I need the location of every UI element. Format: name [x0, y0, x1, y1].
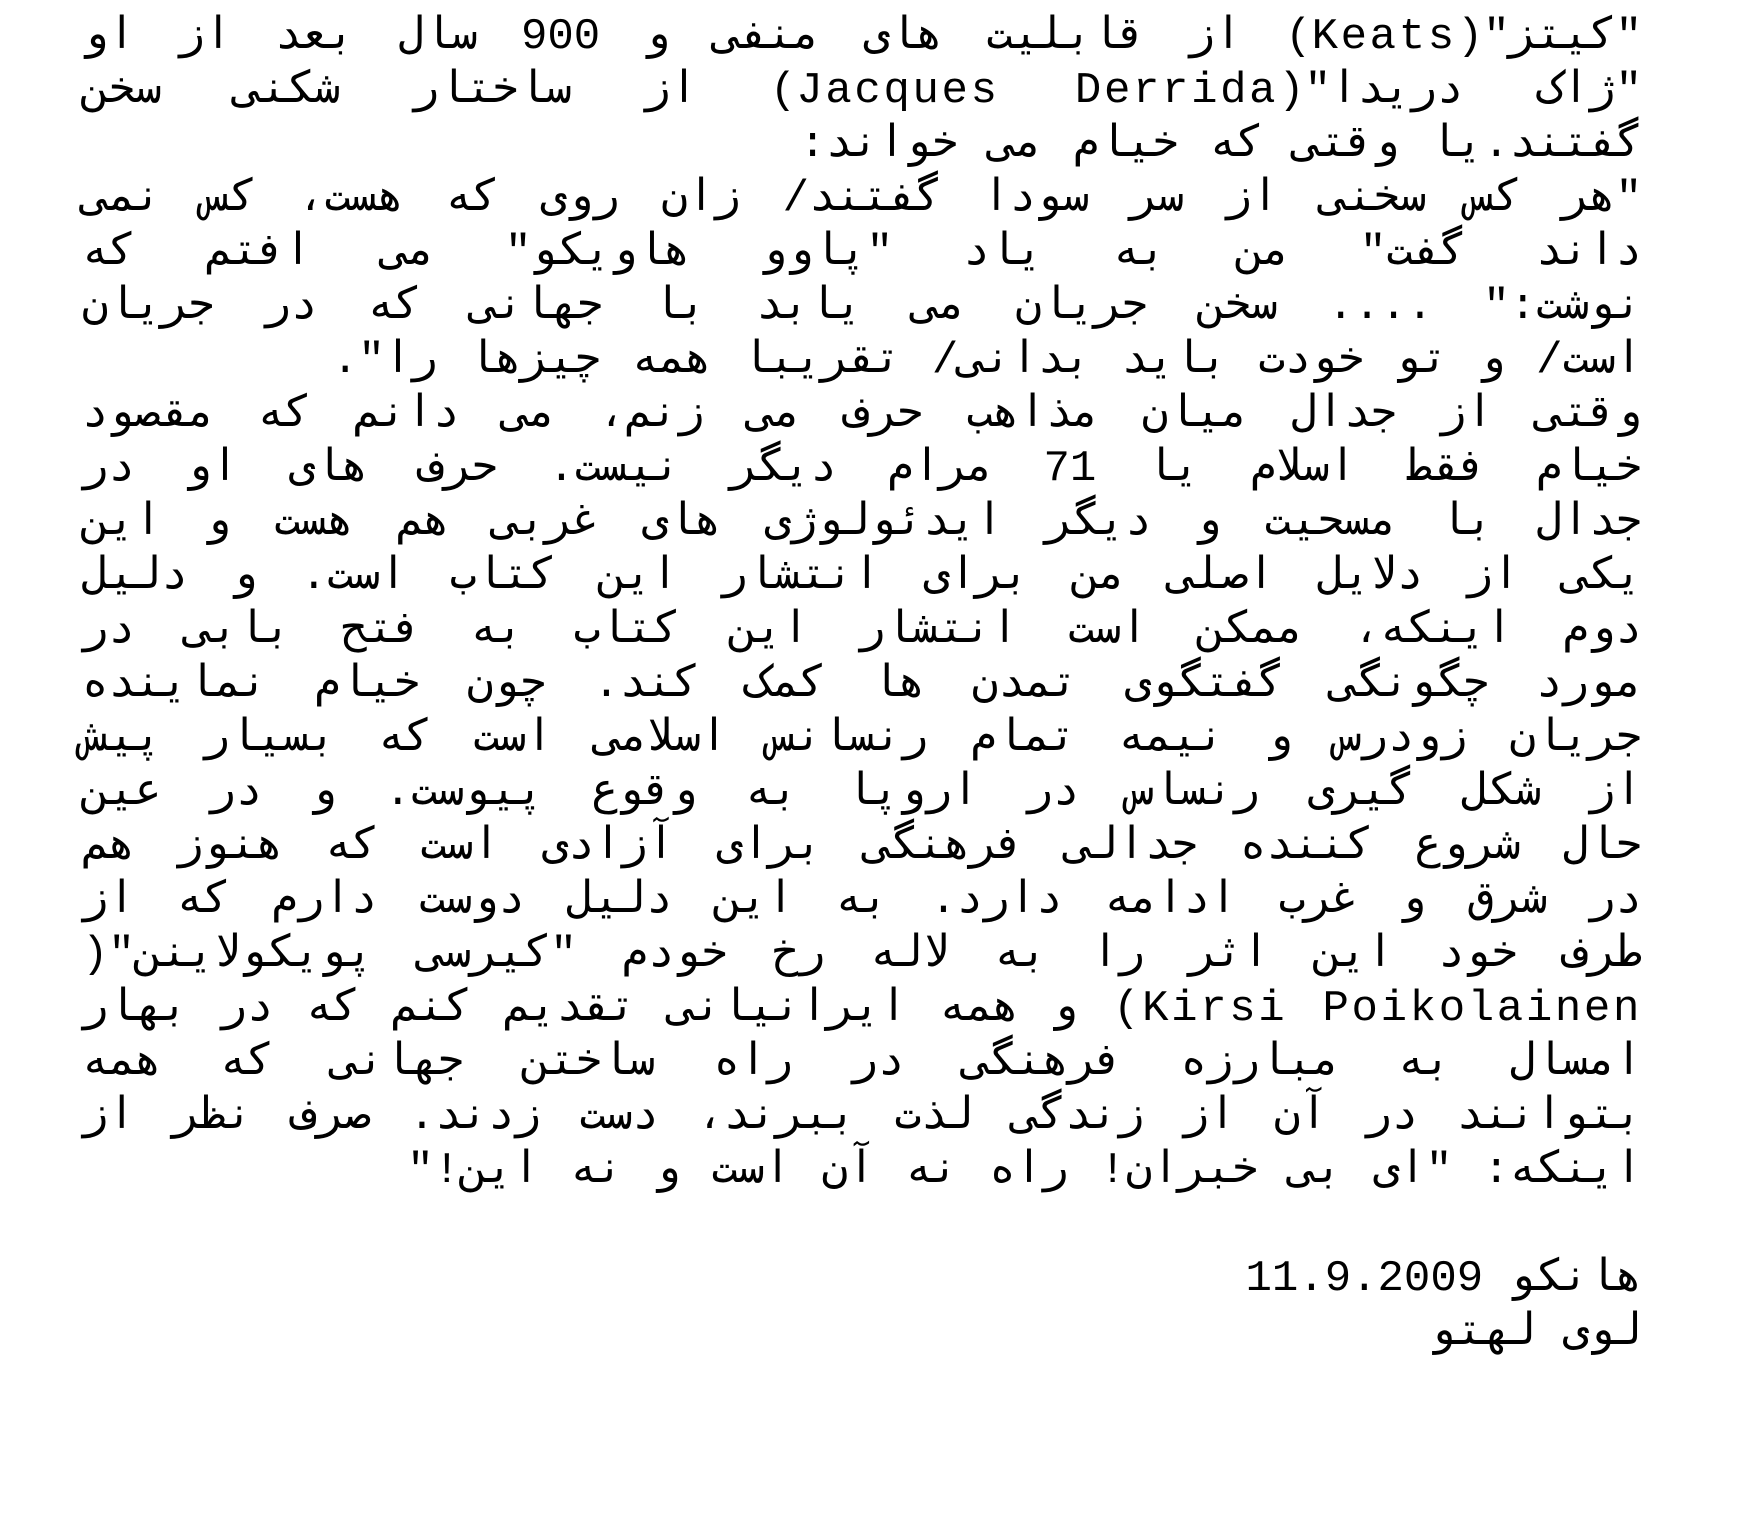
text-line: بتوانند در آن از زندگی لذت ببرند، دست زدند. صرف نظر از	[82, 1092, 1642, 1142]
text-line: امسال به مبارزه فرهنگی در راه ساختن جهانی که همه	[82, 1038, 1642, 1088]
signature-author: لوی لهتو	[1430, 1308, 1642, 1358]
text-line: وقتی از جدال میان مذاهب حرف می زنم، می دانم که مقصود	[82, 390, 1642, 440]
text-line: در شرق و غرب ادامه دارد. به این دلیل دوست دارم که از	[82, 876, 1642, 926]
text-line: یکی از دلایل اصلی من برای انتشار این کتاب است. و دلیل	[82, 552, 1642, 602]
text-line: نوشت:" .... سخن جریان می یابد با جهانی که در جریان	[82, 282, 1642, 332]
text-line: خیام فقط اسلام یا 71 مرام دیگر نیست. حرف های او در	[82, 444, 1642, 494]
text-line: طرف خود این اثر را به لاله رخ خودم "کیرسی پویکولاینن"(	[82, 930, 1642, 980]
text-line: از شکل گیری رنساس در اروپا به وقوع پیوست. و در عین	[82, 768, 1642, 818]
text-line: جدال با مسحیت و دیگر ایدئولوژی های غربی هم هست و این	[82, 498, 1642, 548]
text-line: "کیتز"(Keats) از قابلیت های منفی و 900 سال بعد از او	[82, 12, 1642, 62]
text-line: مورد چگونگی گفتگوی تمدن ها کمک کند. چون خیام نماینده	[82, 660, 1642, 710]
text-line: داند گفت" من به یاد "پاوو هاویکو" می افتم که	[82, 228, 1642, 278]
body-text	[82, 10, 1642, 1360]
text-line: است/ و تو خودت باید بدانی/ تقریبا همه چیزها را".	[331, 336, 1642, 386]
text-line: گفتند.یا وقتی که خیام می خواند:	[799, 120, 1642, 170]
text-line: دوم اینکه، ممکن است انتشار این کتاب به فتح بابی در	[82, 606, 1642, 656]
text-line: "ژاک دریدا"(Jacques Derrida) از ساختار شکنی سخن	[82, 66, 1642, 116]
text-line: "هر کس سخنی از سر سودا گفتند/ زان روی که هست، کس نمی	[82, 174, 1642, 224]
signature-place-date: هانکو 11.9.2009	[1245, 1254, 1642, 1304]
text-line: اینکه: "ای بی خبران! راه نه آن است و نه این!"	[407, 1146, 1642, 1196]
text-line: Kirsi Poikolainen) و همه ایرانیانی تقدیم کنم که در بهار	[82, 984, 1643, 1034]
text-line: حال شروع کننده جدالی فرهنگی برای آزادی است که هنوز هم	[82, 822, 1642, 872]
text-line: جریان زودرس و نیمه تمام رنسانس اسلامی است که بسیار پیش	[82, 714, 1642, 764]
spacer	[82, 1198, 1642, 1252]
